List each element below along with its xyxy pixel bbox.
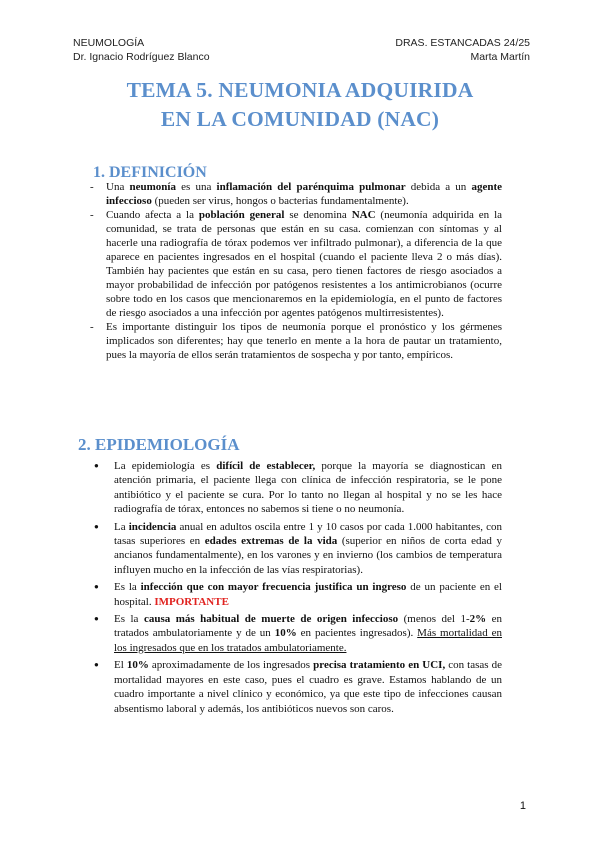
epidemiology-bullet-4: ● Es la causa más habitual de muerte de origen infeccioso (menos del 1-2% en tratados ambulatoriamente y de un 10% en pacientes ingresados). Más mortalidad en los ingresados que en los tratados ambulatoriamente. (90, 612, 502, 655)
header-teacher: Dr. Ignacio Rodríguez Blanco (73, 51, 210, 63)
section-heading-epidemiologia: 2. EPIDEMIOLOGÍA (78, 435, 240, 454)
title-line-1: TEMA 5. NEUMONIA ADQUIRIDA (126, 78, 474, 102)
section-definicion (90, 180, 502, 362)
epidemiology-bullet-1: ● La epidemiología es difícil de establecer, porque la mayoría se diagnostican en atención primaria, el paciente llega con clínica de infección respiratoria, se le pone antibiótico y el paciente se cura. Por lo tanto no llegan al hospital y no se les hace radiografía de tórax, entonces no sabemos si tiene o no neumonía. (90, 459, 502, 517)
header-author: Marta Martín (470, 51, 530, 63)
page-number: 1 (519, 800, 526, 812)
header-course: DRAS. ESTANCADAS 24/25 (395, 37, 530, 49)
epidemiology-bullet-3: ● Es la infección que con mayor frecuencia justifica un ingreso de un paciente en el hospital. IMPORTANTE (90, 580, 502, 609)
definition-paragraph-3: - Es importante distinguir los tipos de neumonía porque el pronóstico y los gérmenes implicados son diferentes; hay que tenerlo en mente a la hora de pautar un tratamiento, pues la mayoría de ellos serán tratamientos de sospecha y por tanto, empíricos. (90, 320, 502, 362)
definition-paragraph-2: - Cuando afecta a la población general se denomina NAC (neumonía adquirida en la comunidad, se trata de personas que están en su casa. comienzan con síntomas y al hacerle una radiografía de tórax podemos ver infiltrado pulmonar), a diferencia de la que aparece en pacientes ingresados en el hospital (cuando el paciente lleva 2 o más días). También hay pacientes que están en su casa, pero tienen factores de riesgo asociados a mayor probabilidad de infección por patógenos resistentes a los antimicrobianos (ocurre sobre todo en los casos que mencionaremos en la epidemiología, en el punto de factores de riesgo asociados a una infección por agentes patógenos multirresistentes). (90, 208, 502, 320)
definition-paragraph-1: - Una neumonía es una inflamación del parénquima pulmonar debida a un agente infeccioso (pueden ser virus, hongos o bacterias fundamentalmente). (90, 180, 502, 208)
header-right (395, 36, 530, 64)
section-heading-definicion: 1. DEFINICIÓN (93, 164, 207, 181)
title-line-2: EN LA COMUNIDAD (NAC) (160, 107, 440, 131)
epidemiology-bullet-5: ● El 10% aproximadamente de los ingresados precisa tratamiento en UCI, con tasas de mortalidad mayores en este caso, pues el cuadro es grave. Estamos hablando de un cuadro importante a nivel clínico y económico, ya que este tipo de infecciones causan absentismo laboral y además, los antibióticos nuevos son caros. (90, 658, 502, 716)
section-epidemiologia (90, 459, 502, 719)
header-left (73, 36, 210, 64)
important-label: IMPORTANTE (154, 595, 229, 608)
page-title (0, 76, 600, 134)
header-subject: NEUMOLOGÍA (73, 37, 145, 49)
epidemiology-bullet-2: ● La incidencia anual en adultos oscila entre 1 y 10 casos por cada 1.000 habitantes, con tasas superiores en edades extremas de la vida (superior en niños de corta edad y ancianos fundamentalmente), en los varones y en invierno (los cambios de temperatura influyen mucho en la infección de las vías respiratorias). (90, 520, 502, 578)
